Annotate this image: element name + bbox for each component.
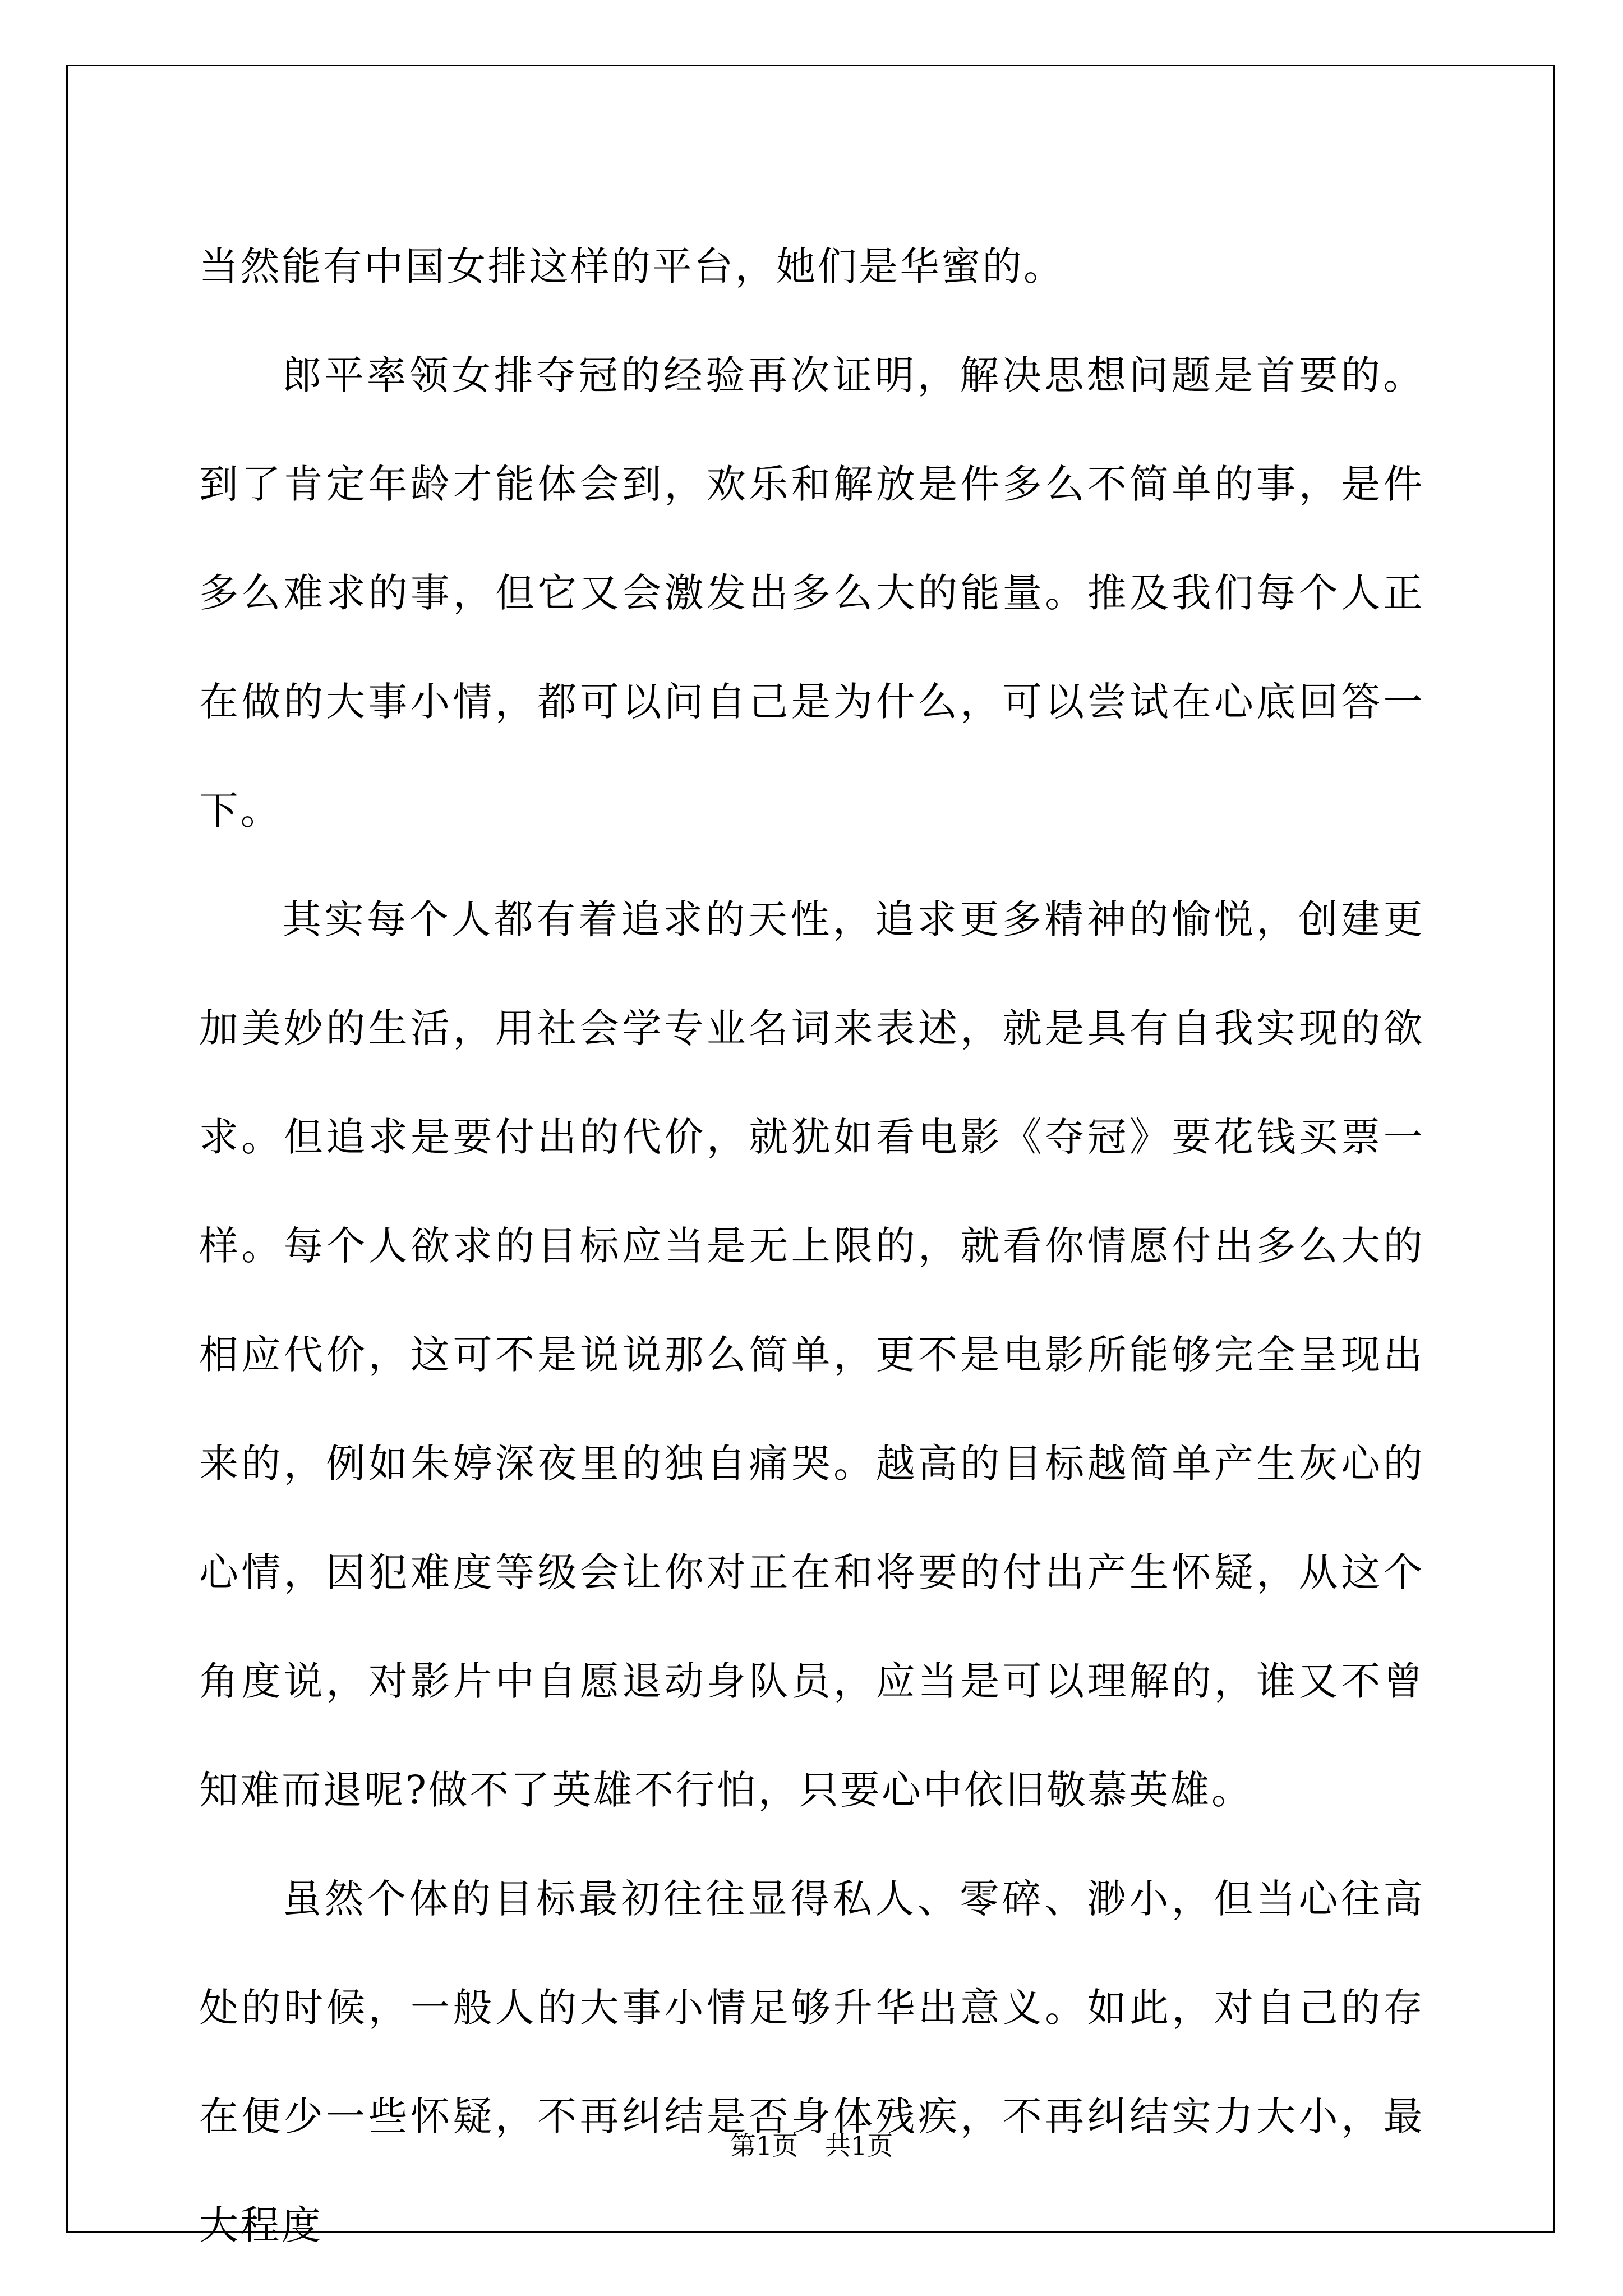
page-footer [0,2129,1623,2162]
paragraph-1: 当然能有中国女排这样的平台，她们是华蜜的。 [199,243,1065,289]
document-body [199,212,1424,2280]
page-number-current: 第1页 [730,2131,798,2161]
paragraph-4: 虽然个体的目标最初往往显得私人、零碎、渺小，但当心往高处的时候，一般人的大事小情足够升华出意义。如此，对自己的存在便少一些怀疑，不再纠结是否身体残疾，不再纠结实力大小，最大程度 [199,1876,1424,2248]
page-number-total: 共1页 [825,2131,893,2161]
paragraph-3: 其实每个人都有着追求的天性，追求更多精神的愉悦，创建更加美妙的生活，用社会学专业名词来表述，就是具有自我实现的欲求。但追求是要付出的代价，就犹如看电影《夺冠》要花钱买票一样。每个人欲求的目标应当是无上限的，就看你情愿付出多么大的相应代价，这可不是说说那么简单，更不是电影所能够完全呈现出来的，例如朱婷深夜里的独自痛哭。越高的目标越简单产生灰心的心情，因犯难度等级会让你对正在和将要的付出产生怀疑，从这个角度说，对影片中自愿退动身队员，应当是可以理解的，谁又不曾知难而退呢?做不了英雄不行怕，只要心中依旧敬慕英雄。 [199,896,1424,1813]
paragraph-2: 郎平率领女排夺冠的经验再次证明，解决思想问题是首要的。到了肯定年龄才能体会到，欢乐和解放是件多么不简单的事，是件多么难求的事，但它又会激发出多么大的能量。推及我们每个人正在做的大事小情，都可以问自己是为什么，可以尝试在心底回答一下。 [199,352,1424,834]
